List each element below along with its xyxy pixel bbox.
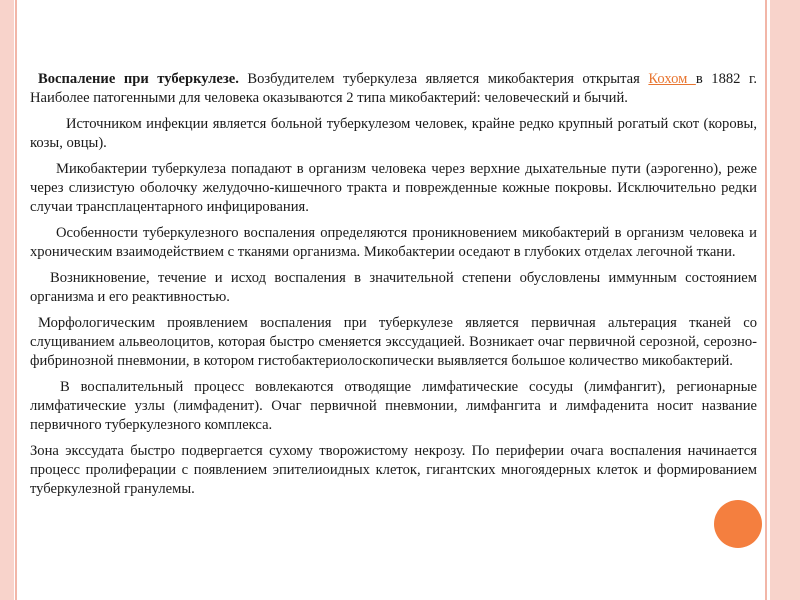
left-decorative-band (0, 0, 14, 600)
paragraph-infection-source: Источником инфекции является больной туберкулезом человек, крайне редко крупный рогатый скот (коровы, козы, овцы). (30, 116, 757, 151)
paragraph-text: в 1882 г. Наиболее патогенными для человека оказываются 2 типа микобактерий: человеческий и бычий. (30, 71, 757, 106)
right-decorative-band (770, 0, 800, 600)
section-heading: Воспаление при туберкулезе. (38, 71, 239, 87)
paragraph-immunity: Возникновение, течение и исход воспаления в значительной степени обусловлены иммунным состоянием организма и его реактивностью. (30, 270, 757, 305)
paragraph-pathogen (30, 70, 757, 108)
slide-text-body (30, 70, 757, 506)
koch-link[interactable]: Кохом (648, 71, 696, 87)
paragraph-necrosis: Зона экссудата быстро подвергается сухому творожистому некрозу. По периферии очага воспаления начинается процесс пролиферации с появлением эпителиоидных клеток, гигантских многоядерных клеток и формированием туберкулезной гранулемы. (30, 443, 757, 497)
paragraph-transmission: Микобактерии туберкулеза попадают в организм человека через верхние дыхательные пути (аэрогенно), реже через слизистую оболочку желудочно-кишечного тракта и поврежденные кожные покровы. Исключительно редки случаи трансплацентарного инфицирования. (30, 161, 757, 215)
right-decorative-line (765, 0, 767, 600)
left-decorative-line (15, 0, 17, 600)
paragraph-inflammation-features: Особенности туберкулезного воспаления определяются проникновением микобактерий в организм человека и хроническим взаимодействием с тканями организма. Микобактерии оседают в глубоких отделах легочной ткани. (30, 225, 757, 260)
paragraph-morphology: Морфологическим проявлением воспаления при туберкулезе является первичная альтерация тканей со слущиванием альвеолоцитов, которая быстро сменяется экссудацией. Возникает очаг первичной серозной, серозно-фибринозной пневмонии, в котором гистобактериолоскопически выявляется большое количество микобактерий. (30, 315, 757, 369)
paragraph-lymphatic: В воспалительный процесс вовлекаются отводящие лимфатические сосуды (лимфангит), регионарные лимфатические узлы (лимфаденит). Очаг первичной пневмонии, лимфангита и лимфаденита носит название первичного туберкулезного комплекса. (30, 379, 757, 433)
decorative-orange-circle (714, 500, 762, 548)
paragraph-text: Возбудителем туберкулеза является микобактерия открытая (238, 71, 649, 87)
